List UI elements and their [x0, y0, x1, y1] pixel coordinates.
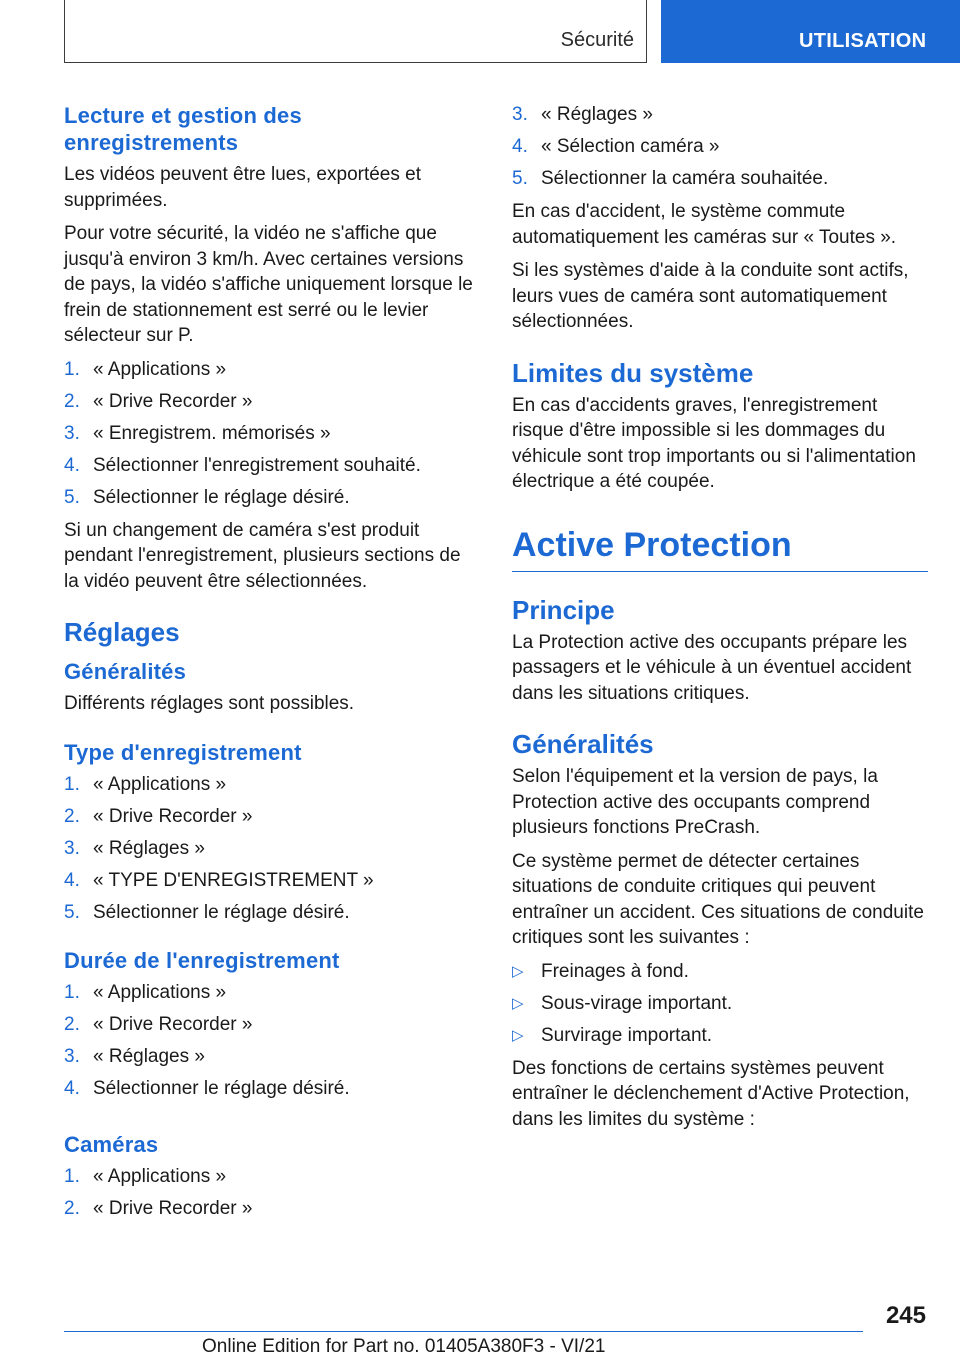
- step-item: [64, 453, 479, 478]
- edition-note: Online Edition for Part no. 01405A380F3 - VI/21: [202, 1336, 606, 1357]
- step-text: Sélectionner l'enregistrement souhaité.: [93, 454, 421, 476]
- step-item: [64, 1044, 479, 1069]
- list-item-text: Survirage important.: [541, 1024, 713, 1046]
- step-number: 5.: [64, 486, 80, 508]
- step-item: [64, 868, 479, 893]
- generalites-paragraph-3: Des fonctions de certains systèmes peuvent entraîner le déclenchement d'Active Protection, dans les limites du système :: [512, 1057, 910, 1130]
- step-item: [64, 485, 479, 510]
- step-item: [64, 1196, 479, 1221]
- step-number: 1.: [64, 773, 80, 795]
- step-number: 4.: [64, 869, 80, 891]
- step-number: 1.: [64, 358, 80, 380]
- step-number: 4.: [64, 454, 80, 476]
- header-chapter-tab: UTILISATION: [661, 0, 960, 63]
- limites-paragraph: En cas d'accidents graves, l'enregistrement risque d'être impossible si les dommages du véhicule sont trop importants ou si l'alimentation électrique a été coupée.: [512, 394, 916, 492]
- step-text: « Applications »: [93, 1165, 227, 1187]
- step-text: « Réglages »: [93, 837, 205, 859]
- cameras-paragraph-2: Si les systèmes d'aide à la conduite sont actifs, leurs vues de caméra sont automatiquement sélectionnées.: [512, 260, 909, 332]
- list-item: [512, 1023, 928, 1048]
- generalites-heading-right: Généralités: [512, 729, 654, 759]
- step-item: [512, 166, 928, 191]
- header-section-title: Sécurité: [560, 29, 634, 51]
- triangle-right-icon: ▷: [512, 994, 524, 1012]
- list-item-text: Freinages à fond.: [541, 960, 689, 982]
- step-text: « Drive Recorder »: [93, 1013, 253, 1035]
- step-text: « Réglages »: [541, 104, 653, 125]
- step-item: [512, 134, 928, 159]
- list-item-text: Sous-virage important.: [541, 992, 733, 1014]
- step-text: Sélectionner le réglage désiré.: [93, 486, 350, 508]
- generalites-paragraph-1: Selon l'équipement et la version de pays, la Protection active des occupants comprend plusieurs fonctions PreCrash.: [512, 766, 878, 838]
- step-text: « Applications »: [93, 773, 227, 795]
- generalites-paragraph: Différents réglages sont possibles.: [64, 693, 355, 714]
- step-text: « Drive Recorder »: [93, 805, 253, 827]
- cameras-steps-continued: [512, 102, 928, 191]
- page-number: 245: [885, 1302, 926, 1329]
- step-item: [64, 804, 479, 829]
- step-text: « Applications »: [93, 358, 227, 380]
- step-number: 3.: [64, 422, 80, 444]
- step-item: [64, 980, 479, 1005]
- lecture-heading: Lecture et gestion des enregistrements: [64, 103, 302, 155]
- lecture-paragraph-3: Si un changement de caméra s'est produit pendant l'enregistrement, plusieurs sections de la vidéo peuvent être sélectionnées.: [64, 519, 461, 592]
- step-item: [64, 900, 479, 925]
- principe-heading: Principe: [512, 594, 615, 625]
- step-text: « Drive Recorder »: [93, 1197, 253, 1219]
- step-number: 3.: [64, 1045, 80, 1067]
- step-text: Sélectionner le réglage désiré.: [93, 901, 350, 923]
- duree-steps: [64, 980, 479, 1101]
- lecture-paragraph-2: Pour votre sécurité, la vidéo ne s'affiche que jusqu'à environ 3 km/h. Avec certaines versions de pays, la vidéo s'affiche uniquement lorsque le frein de stationnement est serré ou le levier sélecteur sur P.: [64, 223, 473, 346]
- step-text: « Applications »: [93, 981, 227, 1003]
- generalites-paragraph-2: Ce système permet de détecter certaines situations de conduite critiques qui peuvent entraîner un accident. Ces situations de conduite critiques sont les suivantes :: [512, 850, 924, 948]
- step-text: « TYPE D'ENREGISTREMENT »: [93, 869, 374, 891]
- step-item: [64, 1012, 479, 1037]
- cameras-heading: Caméras: [64, 1131, 159, 1157]
- list-item: [512, 959, 928, 984]
- step-text: « Sélection caméra »: [541, 136, 720, 157]
- triangle-right-icon: ▷: [512, 962, 524, 980]
- step-item: [64, 836, 479, 861]
- reglages-heading: Réglages: [64, 617, 180, 647]
- header-frame: [64, 0, 647, 63]
- footer-divider: [64, 1331, 863, 1332]
- triangle-right-icon: ▷: [512, 1026, 524, 1044]
- step-number: 2.: [64, 1197, 80, 1219]
- step-text: Sélectionner la caméra souhaitée.: [541, 168, 829, 189]
- duree-heading: Durée de l'enregistrement: [64, 947, 340, 973]
- step-number: 3.: [64, 837, 80, 859]
- step-text: « Réglages »: [93, 1045, 205, 1067]
- step-number: 1.: [64, 1165, 80, 1187]
- lecture-steps: [64, 357, 479, 510]
- step-item: [64, 1164, 479, 1189]
- step-item: [64, 421, 479, 446]
- step-item: [64, 389, 479, 414]
- step-item: [512, 102, 928, 127]
- right-column: [512, 102, 928, 1140]
- step-number: 2.: [64, 1013, 80, 1035]
- critical-situations-list: [512, 959, 928, 1048]
- lecture-paragraph-1: Les vidéos peuvent être lues, exportées et supprimées.: [64, 164, 422, 211]
- limites-heading: Limites du système: [512, 357, 754, 388]
- step-text: Sélectionner le réglage désiré.: [93, 1077, 350, 1099]
- step-number: 2.: [64, 805, 80, 827]
- step-number: 5.: [512, 168, 528, 189]
- cameras-paragraph-1: En cas d'accident, le système commute automatiquement les caméras sur « Toutes ».: [512, 201, 897, 248]
- step-number: 1.: [64, 981, 80, 1003]
- step-item: [64, 357, 479, 382]
- step-text: « Drive Recorder »: [93, 390, 253, 412]
- type-heading: Type d'enregistrement: [64, 739, 302, 765]
- step-number: 2.: [64, 390, 80, 412]
- list-item: [512, 991, 928, 1016]
- left-column: [64, 102, 479, 1229]
- step-text: « Enregistrem. mémorisés »: [93, 422, 331, 444]
- step-number: 4.: [512, 136, 528, 157]
- step-number: 3.: [512, 104, 528, 125]
- step-item: [64, 772, 479, 797]
- type-steps: [64, 772, 479, 925]
- cameras-steps: [64, 1164, 479, 1221]
- step-number: 4.: [64, 1077, 80, 1099]
- active-protection-heading: Active Protection: [512, 525, 928, 572]
- step-item: [64, 1076, 479, 1101]
- step-number: 5.: [64, 901, 80, 923]
- generalites-heading: Généralités: [64, 659, 187, 684]
- principe-paragraph: La Protection active des occupants prépare les passagers et le véhicule à un éventuel accident dans les situations critiques.: [512, 631, 912, 704]
